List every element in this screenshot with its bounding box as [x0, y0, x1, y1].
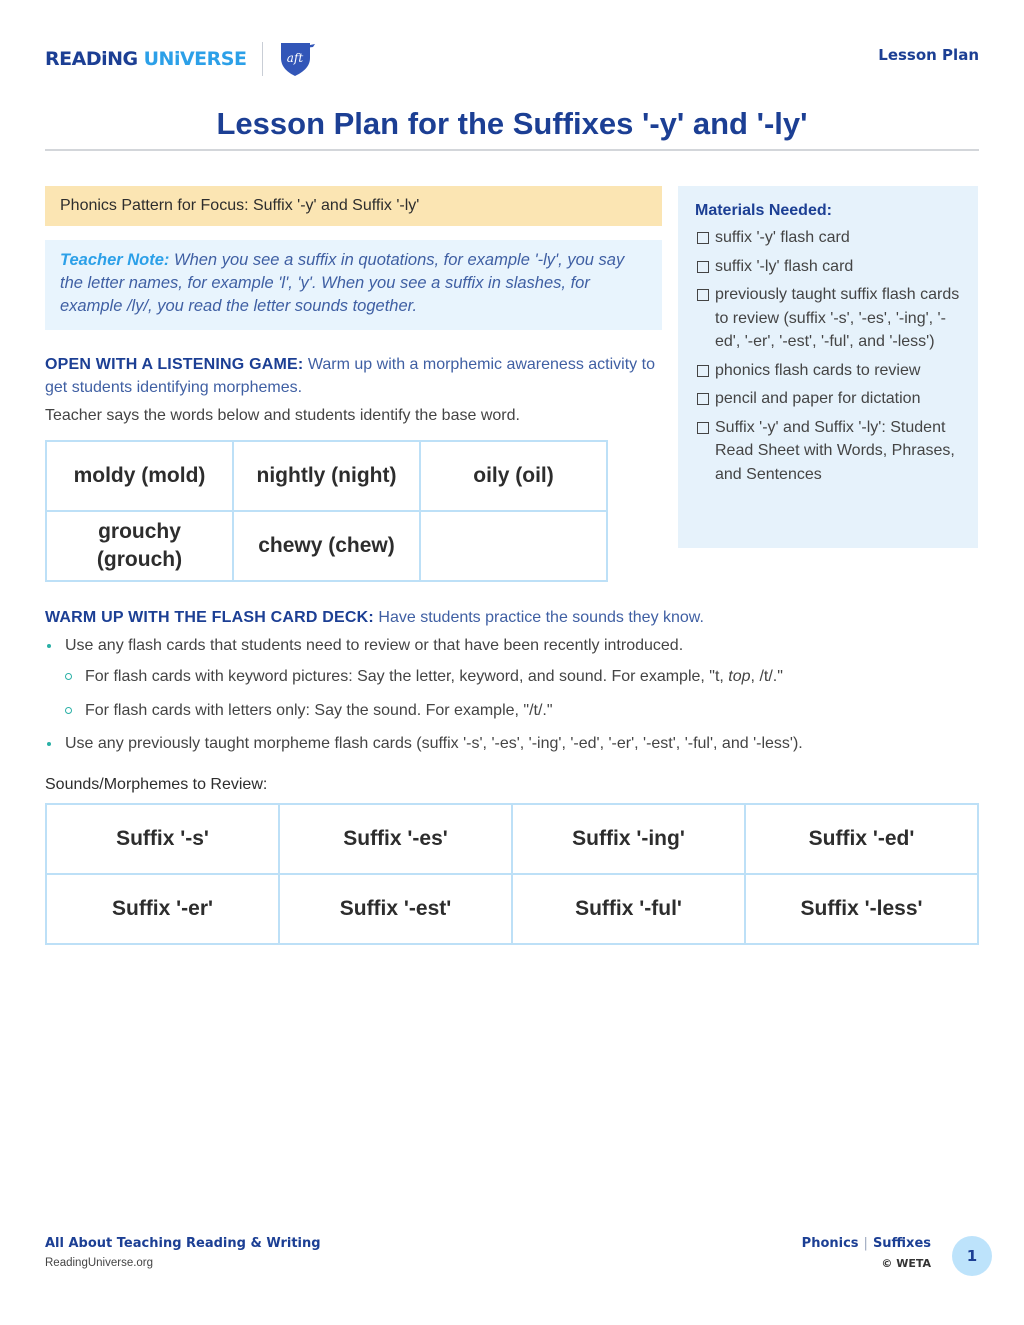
listening-game-text: Warm up with a morphemic awareness activity to get students identifying morphemes.	[45, 356, 655, 396]
category-phonics[interactable]: Phonics	[801, 1236, 859, 1251]
morpheme-cell: Suffix '-er'	[46, 874, 279, 944]
sub-bullet-item: For flash cards with letters only: Say the sound. For example, "/t/."	[45, 696, 945, 730]
footer-categories	[802, 1236, 931, 1251]
sub-bullet-item: For flash cards with keyword pictures: Say the letter, keyword, and sound. For example, "t, top, /t/."	[45, 662, 945, 696]
footer-left	[45, 1236, 321, 1269]
checkbox[interactable]	[697, 261, 709, 273]
table-row	[46, 441, 607, 511]
word-cell: oily (oil)	[420, 441, 607, 511]
table-row	[46, 874, 978, 944]
listening-game-instruction: Teacher says the words below and students identify the base word.	[45, 407, 520, 424]
morpheme-cell: Suffix '-s'	[46, 804, 279, 874]
reading-universe-logo[interactable]	[45, 40, 317, 78]
flash-card-heading	[45, 606, 704, 629]
materials-panel	[678, 186, 978, 548]
focus-value: Suffix '-y' and Suffix '-ly'	[248, 197, 420, 214]
table-row	[46, 804, 978, 874]
flash-card-instructions	[45, 632, 945, 760]
word-cell-empty	[420, 511, 607, 581]
checkbox[interactable]	[697, 232, 709, 244]
word-cell: chewy (chew)	[233, 511, 420, 581]
word-cell: moldy (mold)	[46, 441, 233, 511]
morpheme-cell: Suffix '-es'	[279, 804, 512, 874]
word-table	[45, 440, 608, 582]
logo-divider	[262, 42, 263, 76]
materials-heading: Materials Needed:	[695, 202, 832, 219]
materials-item: pencil and paper for dictation	[695, 387, 961, 411]
page-number-badge: 1	[952, 1236, 992, 1276]
listening-game-heading	[45, 353, 662, 399]
materials-item: suffix '-y' flash card	[695, 226, 961, 250]
aft-shield-icon	[277, 40, 317, 78]
svg-text:aft: aft	[287, 51, 304, 65]
morpheme-cell: Suffix '-est'	[279, 874, 512, 944]
footer-tagline: All About Teaching Reading & Writing	[45, 1236, 321, 1251]
flash-card-label: WARM UP WITH THE FLASH CARD DECK:	[45, 609, 374, 626]
word-cell: grouchy (grouch)	[46, 511, 233, 581]
copyright: © WETA	[881, 1257, 931, 1270]
teacher-note-box	[45, 240, 662, 330]
logo-word-reading: READiNG	[45, 48, 138, 70]
table-row	[46, 511, 607, 581]
title-divider	[45, 149, 979, 151]
morpheme-cell: Suffix '-ful'	[512, 874, 745, 944]
footer-right	[802, 1236, 931, 1270]
phonics-focus-box	[45, 186, 662, 226]
page-title: Lesson Plan for the Suffixes '-y' and '-ly'	[216, 106, 808, 141]
materials-item: previously taught suffix flash cards to review (suffix '-s', '-es', '-ing', '-ed', '-er', '-est', '-ful', and '-less')	[695, 283, 961, 354]
materials-item: phonics flash cards to review	[695, 359, 961, 383]
logo-word-universe: UNiVERSE	[143, 48, 247, 70]
morpheme-cell: Suffix '-ed'	[745, 804, 978, 874]
morpheme-cell: Suffix '-less'	[745, 874, 978, 944]
page-header	[45, 32, 979, 78]
checkbox[interactable]	[697, 393, 709, 405]
doc-type-label: Lesson Plan	[878, 46, 979, 64]
bullet-item: Use any flash cards that students need to review or that have been recently introduced.	[45, 632, 945, 662]
review-heading: Sounds/Morphemes to Review:	[45, 776, 268, 793]
review-table	[45, 803, 979, 945]
listening-game-label: OPEN WITH A LISTENING GAME:	[45, 356, 304, 373]
category-separator: |	[863, 1236, 868, 1251]
word-cell: nightly (night)	[233, 441, 420, 511]
checkbox[interactable]	[697, 422, 709, 434]
flash-card-text: Have students practice the sounds they know.	[373, 609, 704, 626]
category-suffixes[interactable]: Suffixes	[872, 1236, 931, 1251]
teacher-note-text: When you see a suffix in quotations, for example '-ly', you say the letter names, for example 'l', 'y'. When you see a suffix in slashes, for example /ly/, you read the letter sounds together.	[60, 251, 625, 315]
morpheme-cell: Suffix '-ing'	[512, 804, 745, 874]
checkbox[interactable]	[697, 289, 709, 301]
materials-item: suffix '-ly' flash card	[695, 255, 961, 279]
focus-label: Phonics Pattern for Focus:	[60, 197, 249, 214]
materials-list	[695, 226, 961, 486]
checkbox[interactable]	[697, 365, 709, 377]
bullet-item: Use any previously taught morpheme flash cards (suffix '-s', '-es', '-ing', '-ed', '-er', '-est', '-ful', and '-less').	[45, 730, 945, 760]
teacher-note-label: Teacher Note:	[60, 251, 170, 269]
materials-item: Suffix '-y' and Suffix '-ly': Student Read Sheet with Words, Phrases, and Sentences	[695, 416, 961, 487]
footer-url-link[interactable]: ReadingUniverse.org	[45, 1257, 154, 1269]
